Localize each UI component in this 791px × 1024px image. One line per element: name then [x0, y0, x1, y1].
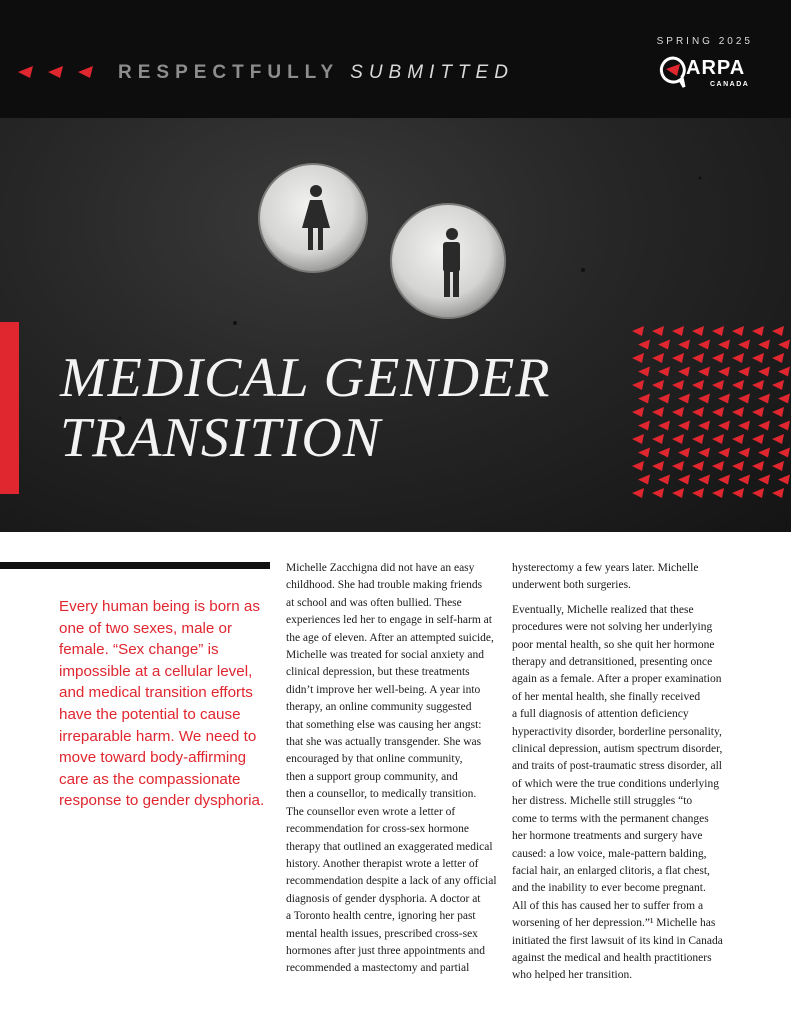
text-line: hysterectomy a few years later. Michelle: [512, 562, 699, 574]
red-triangle-icon: [672, 488, 684, 498]
red-triangle-icon: [732, 353, 744, 363]
red-triangle-icon: [758, 367, 770, 377]
text-line: recommended a mastectomy and partial: [286, 962, 470, 975]
red-accent-bar: [0, 322, 19, 494]
red-triangle-icon: [692, 434, 704, 444]
text-line: and traits of post-traumatic stress disorder, all: [512, 760, 722, 773]
red-triangle-icon: [678, 394, 690, 404]
red-triangle-icon: [752, 434, 764, 444]
series-title: [118, 62, 514, 84]
paragraph: [286, 560, 498, 978]
text-line: then a support group community, and: [286, 770, 458, 783]
red-triangle-icon: [652, 380, 664, 390]
red-triangle-icon: [758, 340, 770, 350]
text-line: recommendation for cross-sex hormone: [286, 823, 469, 836]
red-triangle-icon: [738, 421, 750, 431]
text-line: initiated the first lawsuit of its kind in Canada: [512, 934, 723, 947]
logo-wordmark: ARPA: [686, 57, 746, 79]
red-triangle-icon: [772, 326, 784, 336]
red-triangle-icon: [638, 340, 650, 350]
red-triangle-icon: [698, 421, 710, 431]
red-triangle-icon: [652, 326, 664, 336]
red-triangle-icon: [692, 461, 704, 471]
red-triangle-icon: [772, 407, 784, 417]
text-line: diagnosis of gender dysphoria. A doctor at: [286, 892, 481, 905]
red-triangle-icon: [692, 353, 704, 363]
text-line: procedures were not solving her underlying: [512, 621, 713, 634]
restroom-signs-photo: [0, 118, 791, 532]
arpa-logo: [658, 55, 758, 91]
red-triangle-icon: [672, 326, 684, 336]
red-triangle-icon: [778, 340, 790, 350]
text-line: clinical depression, but these treatments: [286, 666, 470, 679]
red-triangle-icon: [772, 380, 784, 390]
hero-image: [0, 118, 791, 532]
red-triangle-icon: [638, 421, 650, 431]
red-triangle-icon: [778, 394, 790, 404]
text-line: caused: a low voice, male-pattern balding,: [512, 847, 707, 860]
text-line: therapy, an online community suggested: [286, 701, 472, 714]
article-column-1: [286, 560, 498, 985]
red-triangle-icon: [638, 448, 650, 458]
red-triangle-icon: [678, 475, 690, 485]
text-line: The counsellor even wrote a letter of: [286, 805, 456, 818]
text-line: recommendation despite a lack of any official: [286, 875, 497, 888]
red-triangle-icon: [672, 407, 684, 417]
red-triangle-icon: [758, 448, 770, 458]
red-triangle-icon: [732, 407, 744, 417]
red-triangle-icon: [658, 421, 670, 431]
page-title: [60, 348, 551, 468]
red-triangle-icon: [632, 434, 644, 444]
red-triangle-icon: [712, 380, 724, 390]
text-line: facial hair, an enlarged clitoris, a flat chest,: [512, 864, 710, 877]
text-line: underwent both surgeries.: [512, 579, 631, 592]
female-restroom-icon: [259, 164, 367, 272]
red-triangle-icon: [718, 367, 730, 377]
red-triangle-icon: [692, 380, 704, 390]
logo-subtitle: CANADA: [710, 81, 750, 88]
red-triangle-icon: [738, 367, 750, 377]
text-line: childhood. She had trouble making friends: [286, 579, 483, 592]
red-triangle-icon: [692, 407, 704, 417]
red-triangle-icon: [638, 475, 650, 485]
red-triangle-icon: [632, 380, 644, 390]
red-triangle-icon: [632, 353, 644, 363]
red-triangle-icon: [752, 407, 764, 417]
red-triangle-icon: [718, 475, 730, 485]
red-triangle-icon: [772, 353, 784, 363]
red-triangle-icon: [718, 394, 730, 404]
text-line: then a counsellor, to medically transition.: [286, 788, 477, 801]
red-triangle-icon: [638, 394, 650, 404]
red-triangle-icon: [772, 461, 784, 471]
issue-date: SPRING 2025: [656, 36, 753, 47]
red-triangle-icon: [778, 367, 790, 377]
section-rule: [0, 562, 270, 569]
red-triangle-icon: [712, 353, 724, 363]
red-arrow-icon: [18, 66, 34, 78]
red-triangle-icon: [658, 394, 670, 404]
text-line: her hormone treatments and surgery have: [512, 830, 703, 843]
red-triangle-icon: [732, 326, 744, 336]
pull-quote: Every human being is born as one of two sexes, male or female. “Sex change” is impossible at a cellular level, and medical transition efforts have the potential to cause irreparable harm. We need to move toward body-affirming care as the compassionate response to gender dysphoria.: [59, 598, 265, 810]
text-line: poor mental health, so she quit her hormone: [512, 638, 715, 651]
text-line: All of this has caused her to suffer from a: [512, 899, 704, 912]
text-line: Michelle Zacchigna did not have an easy: [286, 562, 475, 574]
red-triangle-icon: [678, 421, 690, 431]
red-triangle-icon: [652, 434, 664, 444]
red-triangle-icon: [772, 488, 784, 498]
red-triangle-icon: [672, 380, 684, 390]
text-line: encouraged by that online community,: [286, 753, 463, 766]
text-line: Eventually, Michelle realized that these: [512, 603, 694, 616]
red-triangle-icon: [678, 340, 690, 350]
text-line: the age of eleven. After an attempted suicide,: [286, 631, 494, 644]
text-line: history. Another therapist wrote a letter of: [286, 857, 479, 870]
red-triangle-icon: [758, 394, 770, 404]
red-triangle-icon: [778, 421, 790, 431]
red-triangle-icon: [752, 461, 764, 471]
title-line-1: MEDICAL GENDER: [60, 347, 551, 409]
red-triangle-icon: [778, 448, 790, 458]
text-line: therapy and detransitioned, presenting once: [512, 656, 713, 669]
text-line: her distress. Michelle still struggles “to: [512, 795, 693, 808]
red-triangle-icon: [758, 421, 770, 431]
text-line: at school and was often bullied. These: [286, 596, 462, 609]
masthead: [0, 0, 791, 118]
red-triangle-icon: [652, 461, 664, 471]
text-line: a full diagnosis of attention deficiency: [512, 708, 689, 721]
red-triangle-icon: [738, 475, 750, 485]
text-line: Michelle was treated for social anxiety and: [286, 649, 484, 662]
text-line: come to terms with the permanent changes: [512, 812, 709, 825]
red-triangle-icon: [632, 407, 644, 417]
red-triangle-pattern: [632, 326, 790, 498]
text-line: that she was actually transgender. She was: [286, 736, 482, 749]
red-triangle-icon: [658, 475, 670, 485]
red-triangle-icon: [718, 421, 730, 431]
red-triangle-icon: [738, 394, 750, 404]
red-triangle-icon: [712, 407, 724, 417]
red-triangle-icon: [712, 434, 724, 444]
red-triangle-icon: [658, 448, 670, 458]
red-triangle-icon: [652, 488, 664, 498]
red-triangle-icon: [712, 461, 724, 471]
text-line: and the inability to ever become pregnant.: [512, 882, 706, 895]
red-triangle-icon: [738, 448, 750, 458]
text-line: who helped her transition.: [512, 969, 633, 982]
text-line: hyperactivity disorder, borderline personality,: [512, 725, 722, 738]
red-arrow-icon: [48, 66, 64, 78]
red-triangle-icon: [652, 407, 664, 417]
text-line: of her mental health, she finally received: [512, 690, 701, 703]
red-triangle-icon: [692, 326, 704, 336]
text-line: experiences led her to engage in self-harm at: [286, 614, 492, 627]
red-triangle-icon: [698, 448, 710, 458]
red-triangle-icon: [672, 353, 684, 363]
text-line: therapy that outlined an exaggerated medical: [286, 840, 493, 853]
title-line-2: TRANSITION: [60, 407, 382, 469]
red-triangle-icon: [758, 475, 770, 485]
red-triangle-icon: [672, 461, 684, 471]
red-triangle-icon: [732, 488, 744, 498]
red-triangle-icon: [732, 461, 744, 471]
text-line: didn’t improve her well-being. A year into: [286, 683, 481, 696]
red-triangle-icon: [752, 353, 764, 363]
red-arrow-icon: [78, 66, 94, 78]
red-triangle-icon: [752, 488, 764, 498]
red-triangle-icon: [698, 340, 710, 350]
red-triangle-icon: [672, 434, 684, 444]
arrow-decoration: [18, 66, 94, 78]
red-triangle-icon: [698, 475, 710, 485]
red-triangle-icon: [712, 326, 724, 336]
series-word-2: SUBMITTED: [350, 62, 514, 83]
red-triangle-icon: [712, 488, 724, 498]
red-triangle-icon: [732, 434, 744, 444]
paragraph: [512, 602, 734, 985]
red-triangle-icon: [752, 380, 764, 390]
red-triangle-icon: [698, 394, 710, 404]
red-triangle-icon: [638, 367, 650, 377]
red-triangle-icon: [652, 353, 664, 363]
series-word-1: RESPECTFULLY: [118, 62, 339, 83]
red-triangle-icon: [698, 367, 710, 377]
red-triangle-icon: [738, 340, 750, 350]
text-line: that something else was causing her angst:: [286, 718, 482, 731]
article-column-2: [512, 560, 734, 992]
text-line: against the medical and health practitioners: [512, 951, 712, 964]
red-triangle-icon: [692, 488, 704, 498]
male-restroom-icon: [391, 204, 505, 318]
red-triangle-icon: [752, 326, 764, 336]
red-triangle-icon: [632, 461, 644, 471]
red-triangle-icon: [658, 367, 670, 377]
red-triangle-icon: [718, 448, 730, 458]
red-triangle-icon: [732, 380, 744, 390]
paragraph: [512, 560, 734, 595]
red-triangle-icon: [632, 488, 644, 498]
text-line: clinical depression, autism spectrum disorder,: [512, 743, 723, 756]
text-line: worsening of her depression.”¹ Michelle has: [512, 917, 716, 930]
red-triangle-icon: [718, 340, 730, 350]
text-line: of which were the true conditions underlying: [512, 777, 719, 790]
text-line: hormones after just three appointments and: [286, 944, 485, 957]
text-line: a Toronto health centre, ignoring her past: [286, 910, 476, 923]
red-triangle-icon: [778, 475, 790, 485]
text-line: again as a female. After a proper examination: [512, 673, 722, 686]
red-triangle-icon: [772, 434, 784, 444]
red-triangle-icon: [678, 367, 690, 377]
red-triangle-icon: [632, 326, 644, 336]
red-triangle-icon: [658, 340, 670, 350]
red-triangle-icon: [678, 448, 690, 458]
speech-bubble-logo-icon: [658, 55, 688, 89]
text-line: mental health issues, prescribed cross-sex: [286, 927, 478, 940]
